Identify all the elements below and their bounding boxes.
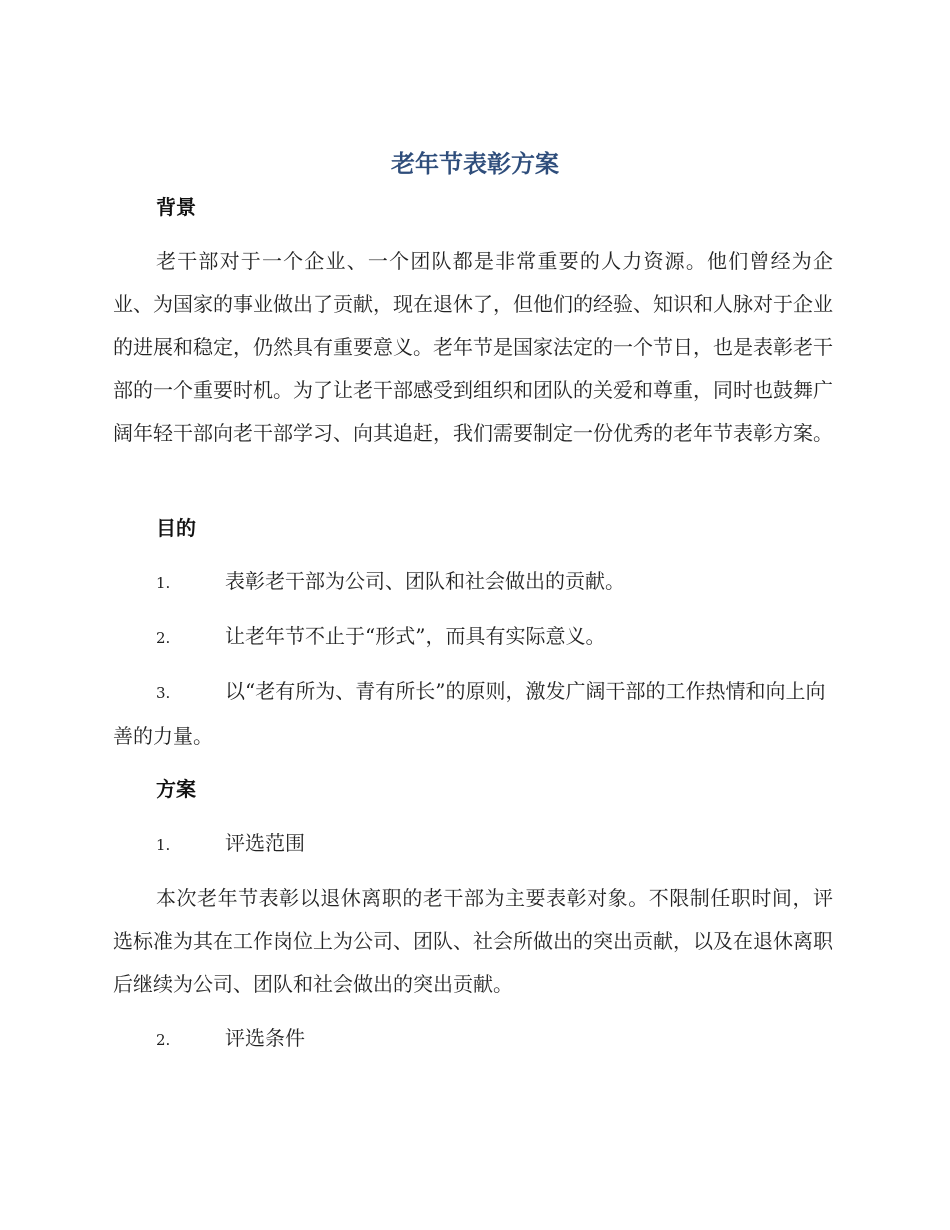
background-paragraph: 老干部对于一个企业、一个团队都是非常重要的人力资源。他们曾经为企业、为国家的事业做出了贡献，现在退休了，但他们的经验、知识和人脉对于企业的进展和稳定，仍然具有重要意义。老年节是国家法定的一个节日，也是表彰老干部的一个重要时机。为了让老干部感受到组织和团队的关爱和尊重，同时也鼓舞广阔年轻干部向老干部学习、向其追赶，我们需要制定一份优秀的老年节表彰方案。: [113, 249, 833, 445]
plan-item-1: [113, 822, 833, 867]
list-item-text: 评选范围: [225, 831, 305, 855]
list-item-text: 以“老有所为、青有所长”的原则，激发广阔干部的工作热情和向上向善的力量。: [113, 679, 826, 748]
heading-purpose: 目的: [156, 516, 196, 540]
list-item-text: 评选条件: [225, 1026, 305, 1050]
list-number: 1.: [156, 574, 171, 592]
list-number: 1.: [156, 836, 171, 854]
purpose-item-2: [113, 615, 833, 660]
plan-scope-paragraph: 本次老年节表彰以退休离职的老干部为主要表彰对象。不限制任职时间，评选标准为其在工作岗位上为公司、团队、社会所做出的突出贡献，以及在退休离职后继续为公司、团队和社会做出的突出贡献。: [113, 886, 833, 996]
purpose-item-1: [113, 560, 833, 605]
list-number: 2.: [156, 629, 171, 647]
purpose-item-3: [113, 670, 833, 758]
list-number: 3.: [156, 684, 171, 702]
plan-item-2: [113, 1017, 833, 1062]
document-title: 老年节表彰方案: [391, 150, 559, 178]
list-item-text: 让老年节不止于“形式”，而具有实际意义。: [225, 624, 606, 648]
list-item-text: 表彰老干部为公司、团队和社会做出的贡献。: [225, 569, 625, 593]
list-number: 2.: [156, 1031, 171, 1049]
heading-background: 背景: [156, 195, 196, 219]
heading-plan: 方案: [156, 777, 196, 801]
